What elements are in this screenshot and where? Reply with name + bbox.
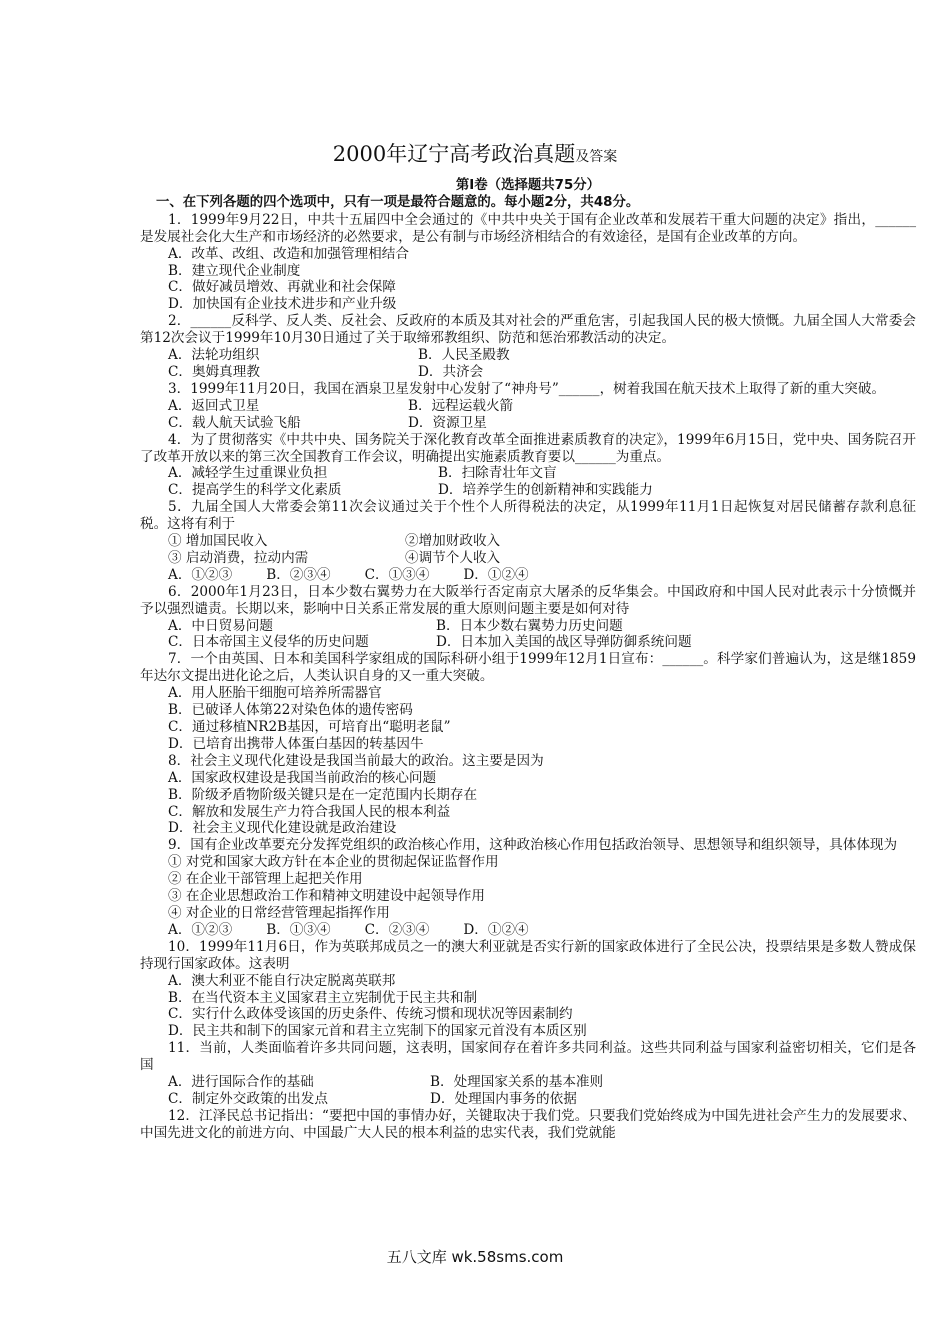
question-2-options-row-2 [140,364,916,381]
question-4-options-row-1 [140,465,916,482]
question-3-option-b: B．远程运载火箭 [408,397,514,414]
footer-watermark: 五八文库 wk.58sms.com [386,1248,564,1266]
question-3-option-d: D．资源卫星 [408,414,487,431]
question-1-option-a: A．改革、改组、改造和加强管理相结合 [168,245,409,262]
question-5-option-c: C．①③④ [364,566,430,583]
question-2-options-row-1 [140,347,916,364]
question-5-stem: 5．九届全国人大常委会第11次会议通过关于个性个人所得税法的决定，从1999年11月1日起恢复对居民储蓄存款利息征税。这将有利于 [140,499,916,533]
question-5-option-d: D．①②④ [463,566,529,583]
question-10-option-d: D．民主共和制下的国家元首和君主立宪制下的国家元首没有本质区别 [168,1023,587,1040]
question-4-option-d: D．培养学生的创新精神和实践能力 [438,482,653,499]
question-10-option-b: B．在当代资本主义国家君主立宪制优于民主共和制 [168,989,478,1006]
question-7-option-b: B．已破译人体第22对染色体的遗传密码 [168,702,413,719]
title-suffix: 及答案 [575,149,618,165]
question-4-options-row-2 [140,482,916,499]
question-6-option-c: C．日本帝国主义侵华的历史问题 [168,634,369,651]
question-5-items-row-1 [140,533,916,550]
question-4-stem: 4．为了贯彻落实《中共中央、国务院关于深化教育改革全面推进素质教育的决定》，1999年6月15日，党中央、国务院召开了改革开放以来的第三次全国教育工作会议，明确提出实施素质教育要以______为重点。 [140,431,916,465]
question-1-option-c: C．做好减员增效、再就业和社会保障 [168,279,396,296]
question-11-option-c: C．制定外交政策的出发点 [168,1090,328,1107]
instruction: 一、在下列各题的四个选项中，只有一项是最符合题意的。每小题2分，共48分。 [156,194,640,210]
question-12-stem: 12．江泽民总书记指出：“要把中国的事情办好，关键取决于我们党。只要我们党始终成为中国先进社会产生力的发展要求、中国先进文化的前进方向、中国最广大人民的根本利益的忠实代表，我们党就能 [140,1107,916,1141]
question-8-option-b: B．阶级矛盾物阶级关键只是在一定范围内长期存在 [168,786,478,803]
question-6-options-row-2 [140,634,916,651]
question-11-options-row-1 [140,1074,916,1091]
question-11-option-b: B．处理国家关系的基本准则 [430,1074,604,1091]
question-2-option-a: A．法轮功组织 [168,347,260,364]
question-9-stem: 9．国有企业改革要充分发挥党组织的政治核心作用，这种政治核心作用包括政治领导、思想领导和组织领导，具体体现为 [168,837,898,854]
question-9-option-b: B．①③④ [266,921,331,938]
question-3-option-a: A．返回式卫星 [168,397,260,414]
question-1-option-d: D．加快国有企业技术进步和产业升级 [168,296,397,313]
question-2-stem: 2．______反科学、反人类、反社会、反政府的本质及其对社会的严重危害，引起我国人民的极大愤慨。九届全国人大常委会第12次会议于1999年10月30日通过了关于取缔邪教组织、防范和惩治邪教活动的决定。 [140,313,916,347]
question-10-option-a: A．澳大利亚不能自行决定脱离英联邦 [168,972,396,989]
title-main: 2000年辽宁高考政治真题 [332,142,576,166]
question-2-option-c: C．奥姆真理教 [168,363,260,380]
question-8-option-a: A．国家政权建设是我国当前政治的核心问题 [168,769,437,786]
question-1-stem: 1．1999年9月22日，中共十五届四中全会通过的《中共中央关于国有企业改革和发展若干重大问题的决定》指出，______是发展社会化大生产和市场经济的必然要求，是公有制与市场经济相结合的有效途径，是国有企业改革的方向。 [140,211,916,245]
question-9-item-1: ① 对党和国家大政方针在本企业的贯彻起保证监督作用 [168,854,499,871]
question-3-options-row-2 [140,415,916,432]
question-3-options-row-1 [140,398,916,415]
question-5-options [140,567,916,584]
question-6-options-row-1 [140,618,916,635]
question-4-option-a: A．减轻学生过重课业负担 [168,465,328,482]
question-9-option-d: D．①②④ [463,921,529,938]
question-5-item-2: ②增加财政收入 [405,533,501,550]
question-5-item-3: ③ 启动消费，拉动内需 [168,549,309,566]
question-2-option-b: B．人民圣殿教 [418,347,510,364]
question-6-option-b: B．日本少数右翼势力历史问题 [436,617,623,634]
section-heading: 第Ⅰ卷（选择题共75分） [455,178,601,193]
question-6-option-d: D．日本加入美国的战区导弹防御系统问题 [436,634,692,651]
question-8-stem: 8．社会主义现代化建设是我国当前最大的政治。这主要是因为 [168,752,544,769]
document-body [140,178,916,1142]
question-9-item-4: ④ 对企业的日常经营管理起指挥作用 [168,904,390,921]
question-4-option-b: B．扫除青壮年文盲 [438,465,557,482]
question-5-option-a: A．①②③ [168,566,233,583]
question-2-option-d: D．共济会 [418,363,484,380]
question-10-stem: 10．1999年11月6日，作为英联邦成员之一的澳大利亚就是否实行新的国家政体进行了全民公决，投票结果是多数人赞成保持现行国家政体。这表明 [140,938,916,972]
question-9-item-3: ③ 在企业思想政治工作和精神文明建设中起领导作用 [168,888,485,905]
question-11-option-a: A．进行国际合作的基础 [168,1074,314,1091]
question-3-option-c: C．载人航天试验飞船 [168,414,301,431]
question-8-option-d: D．社会主义现代化建设就是政治建设 [168,820,397,837]
question-6-stem: 6．2000年1月23日，日本少数右翼势力在大阪举行否定南京大屠杀的反华集会。中国政府和中国人民对此表示十分愤慨并予以强烈谴责。长期以来，影响中日关系正常发展的重大原则问题主要是如何对待 [140,583,916,617]
question-5-items-row-2 [140,550,916,567]
question-8-option-c: C．解放和发展生产力符合我国人民的根本利益 [168,803,451,820]
question-9-options [140,922,916,939]
question-5-item-1: ① 增加国民收入 [168,533,268,550]
question-9-option-c: C．②③④ [364,921,430,938]
question-3-stem: 3．1999年11月20日，我国在酒泉卫星发射中心发射了“神舟号”______，树着我国在航天技术上取得了新的重大突破。 [168,380,886,397]
question-7-option-d: D．已培育出携带人体蛋白基因的转基因牛 [168,735,424,752]
question-1-option-b: B．建立现代企业制度 [168,262,301,279]
question-5-option-b: B．②③④ [266,566,331,583]
question-10-option-c: C．实行什么政体受该国的历史条件、传统习惯和现状况等因素制约 [168,1006,573,1023]
question-7-stem: 7．一个由英国、日本和美国科学家组成的国际科研小组于1999年12月1日宣布：______。科学家们普遍认为，这是继1859年达尔文提出进化论之后，人类认识自身的又一重大突破。 [140,651,916,685]
question-11-option-d: D．处理国内事务的依据 [430,1090,577,1107]
question-7-option-a: A．用人胚胎干细胞可培养所需器官 [168,685,382,702]
question-11-options-row-2 [140,1091,916,1108]
document-title [0,140,950,171]
question-11-stem: 11．当前，人类面临着许多共同问题，这表明，国家间存在着许多共同利益。这些共同利益与国家利益密切相关，它们是各国 [140,1040,916,1074]
question-9-item-2: ② 在企业干部管理上起把关作用 [168,871,363,888]
question-9-option-a: A．①②③ [168,921,233,938]
question-7-option-c: C．通过移植NR2B基因，可培育出“聪明老鼠” [168,719,451,735]
question-4-option-c: C．提高学生的科学文化素质 [168,482,342,499]
question-6-option-a: A．中日贸易问题 [168,617,273,634]
question-5-item-4: ④调节个人收入 [405,549,501,566]
